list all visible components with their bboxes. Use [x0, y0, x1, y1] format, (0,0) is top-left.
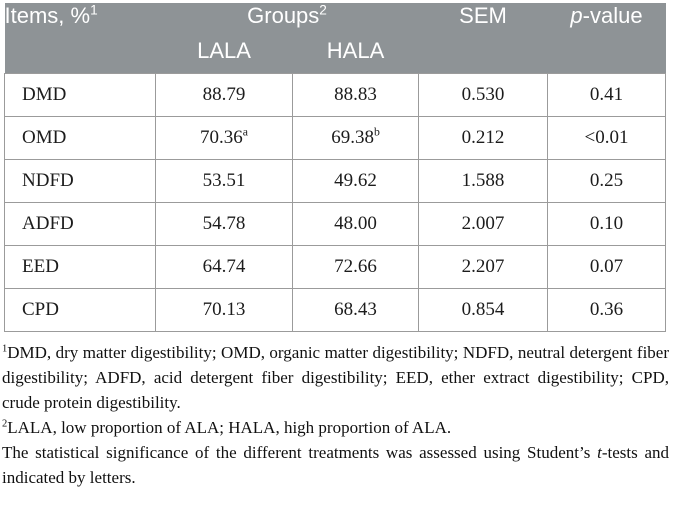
- table-footnotes: [2, 340, 669, 490]
- cell-lala: [156, 160, 293, 203]
- cell-pvalue: <0.01: [548, 117, 666, 160]
- cell-hala: [293, 117, 419, 160]
- cell-sem: 0.212: [419, 117, 548, 160]
- footnote-2: [2, 415, 669, 440]
- value: 68.43: [334, 299, 377, 320]
- footnote-2-marker: 2: [2, 418, 8, 430]
- value: 49.62: [334, 170, 377, 191]
- cell-hala: [293, 74, 419, 117]
- groups-label: Groups: [247, 3, 320, 28]
- cell-hala: [293, 160, 419, 203]
- cell-sem: 1.588: [419, 160, 548, 203]
- cell-lala: [156, 246, 293, 289]
- table-row: [5, 246, 666, 289]
- cell-pvalue: 0.36: [548, 289, 666, 332]
- col-header-lala: LALA: [156, 29, 293, 74]
- value: 70.36: [200, 127, 243, 148]
- col-header-hala: HALA: [293, 29, 419, 74]
- cell-sem: 0.854: [419, 289, 548, 332]
- cell-lala: [156, 289, 293, 332]
- sig-letter: b: [373, 125, 380, 139]
- cell-sem: 0.530: [419, 74, 548, 117]
- items-footnote-marker: 1: [90, 2, 98, 18]
- sig-letter: a: [242, 125, 248, 139]
- cell-pvalue: 0.07: [548, 246, 666, 289]
- col-header-items: [5, 3, 156, 74]
- col-header-pvalue: [548, 3, 666, 74]
- value: 64.74: [202, 256, 246, 277]
- header-row-main: [5, 3, 666, 29]
- value: 88.79: [202, 84, 246, 105]
- cell-pvalue: 0.10: [548, 203, 666, 246]
- groups-footnote-marker: 2: [319, 2, 327, 18]
- footnote-2-text: LALA, low proportion of ALA; HALA, high proportion of ALA.: [7, 418, 452, 437]
- table-body: [5, 74, 666, 332]
- footnote-3-text-post: -tests and indicated by letters.: [2, 443, 670, 487]
- table-row: [5, 117, 666, 160]
- table-header: [5, 3, 666, 74]
- table-row: [5, 289, 666, 332]
- footnote-1-text: DMD, dry matter digestibility; OMD, organic matter digestibility; NDFD, neutral detergent fiber digestibility; ADFD, acid detergent fiber digestibility; EED, ether extract digestibility; CPD, crude protein digestibility.: [2, 343, 669, 412]
- cell-sem: 2.007: [419, 203, 548, 246]
- value: 53.51: [202, 170, 246, 191]
- value: 72.66: [334, 256, 377, 277]
- cell-item: OMD: [5, 117, 156, 160]
- cell-hala: [293, 289, 419, 332]
- pvalue-p: p: [570, 3, 583, 28]
- cell-item: CPD: [5, 289, 156, 332]
- cell-hala: [293, 203, 419, 246]
- cell-item: ADFD: [5, 203, 156, 246]
- footnote-3-italic-t: t: [597, 443, 602, 462]
- cell-item: NDFD: [5, 160, 156, 203]
- value: 54.78: [202, 213, 246, 234]
- value: 48.00: [334, 213, 377, 234]
- value: 88.83: [334, 84, 377, 105]
- value: 69.38: [331, 127, 374, 148]
- value: 70.13: [202, 299, 246, 320]
- footnote-3: [2, 440, 669, 490]
- cell-lala: [156, 74, 293, 117]
- table-row: [5, 160, 666, 203]
- cell-item: DMD: [5, 74, 156, 117]
- digestibility-table: [4, 3, 666, 332]
- cell-pvalue: 0.25: [548, 160, 666, 203]
- col-header-sem: SEM: [419, 3, 548, 74]
- col-header-groups: [156, 3, 419, 29]
- pvalue-rest: -value: [582, 3, 643, 28]
- cell-item: EED: [5, 246, 156, 289]
- cell-hala: [293, 246, 419, 289]
- table-row: [5, 74, 666, 117]
- items-label: Items, %: [4, 3, 91, 28]
- cell-lala: [156, 203, 293, 246]
- cell-sem: 2.207: [419, 246, 548, 289]
- footnote-1: [2, 340, 669, 415]
- cell-lala: [156, 117, 293, 160]
- footnote-3-text-pre: The statistical significance of the different treatments was assessed using Student’s: [2, 443, 598, 462]
- cell-pvalue: 0.41: [548, 74, 666, 117]
- table-row: [5, 203, 666, 246]
- footnote-1-marker: 1: [2, 343, 8, 355]
